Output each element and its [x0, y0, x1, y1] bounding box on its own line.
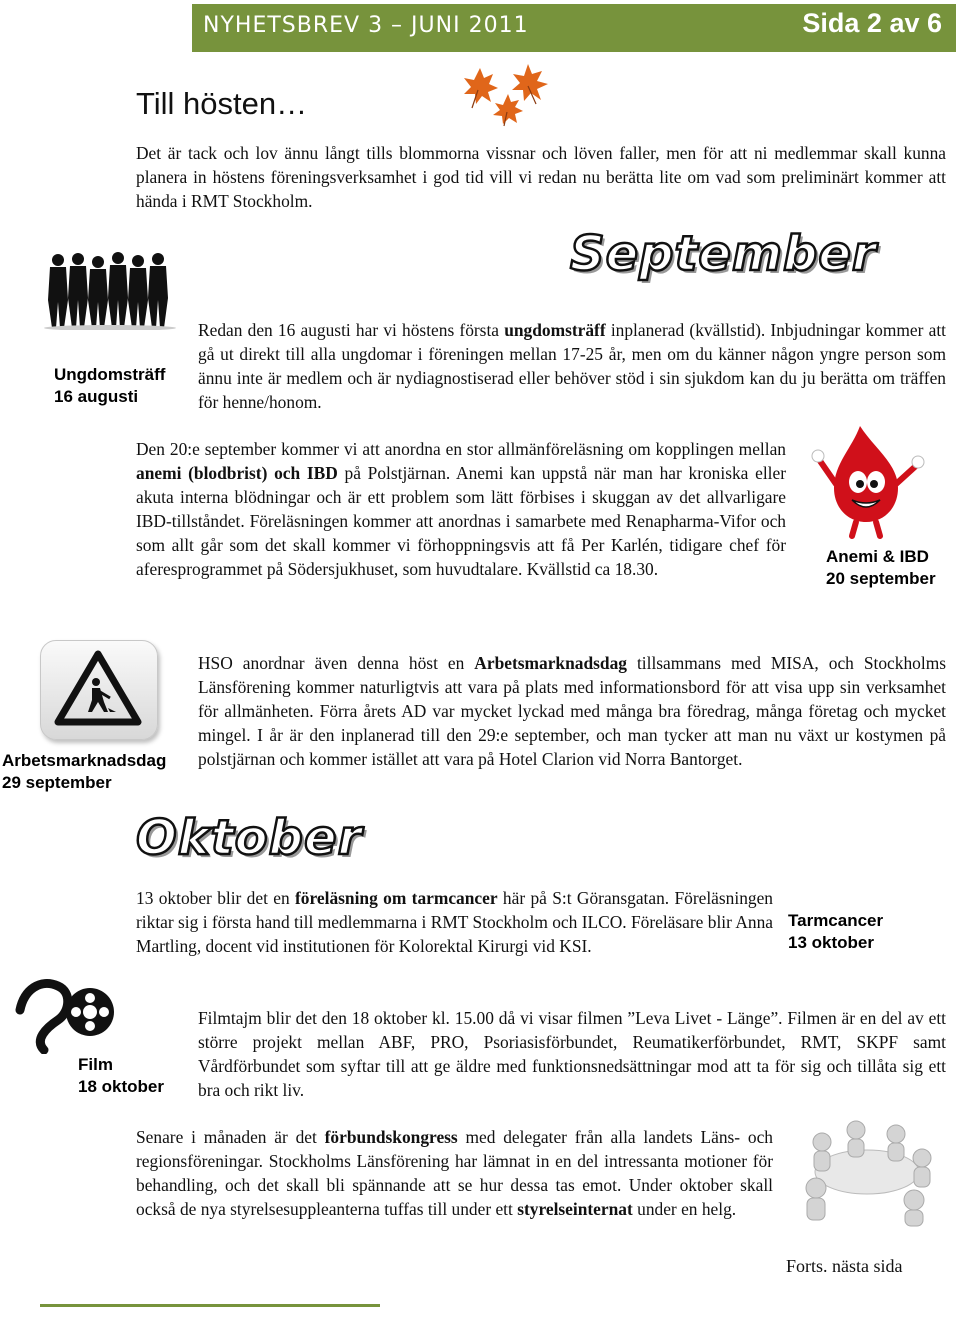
film-reel-icon [14, 970, 118, 1054]
youth-paragraph: Redan den 16 augusti har vi höstens första ungdomsträff inplanerad (kvällstid). Inbjudningar kommer att gå ut direkt till alla ungdomar i föreningen mellan 17-25 år, men om du känner någon yngre person som ännu inte är medlem och är nydiagnostiserad eller behöver stöd i sin sjukdom kan du ju berätta om träffen för henne/honom. [198, 320, 946, 412]
youth-group-icon [40, 250, 180, 330]
page-indicator: Sida 2 av 6 [802, 8, 942, 38]
newsletter-title: NYHETSBREV 3 – JUNI 2011 [203, 13, 529, 38]
footer-divider [40, 1304, 380, 1307]
film-label: Film 18 oktober [78, 1055, 164, 1096]
film-paragraph: Filmtajm blir det den 18 oktober kl. 15.00 då vi visar filmen ”Leva Livet - Länge”. Filmen är en del av ett större projekt mellan ABF, PRO, Psoriasisförbundet, Reumatikerförbundet, RMT, SKPF samt Vårdförbundet som syftar till att ge äldre med funktionsnedsättningar mod att ta för sig och tillåta sig ett bra och rikt liv. [198, 1008, 946, 1100]
september-heading: September [570, 226, 877, 282]
arbetsmarknad-paragraph: HSO anordnar även denna höst en Arbetsmarknadsdag tillsammans med MISA, och Stockholms Länsförening kommer naturligtvis att vara på plats med informationsbord för att visa upp sin verksamhet för allmänheten. Förra årets AD var mycket lyckad med många bra föredrag, många företag och mycket mingel. I år är den inplanerad till den 29:e september, och man tycker att man nu växt ur kostymen på polstjärnan och kommer istället att vara på Hotel Clarion vid Norra Bantorget. [198, 653, 946, 769]
meeting-table-icon [796, 1108, 938, 1228]
kongress-paragraph: Senare i månaden är det förbundskongress med delegater från alla landets Läns- och regionsföreningar. Stockholms Länsförening har lämnat in en del intressanta motioner för behandling, och det skall bli spännande att se hur dessa tas emot. Under oktober skall också de nya styrelsesuppleanterna tuffas till under ett styrelseinternat under en helg. [136, 1127, 773, 1219]
tarmcancer-paragraph: 13 oktober blir det en föreläsning om tarmcancer här på S:t Göransgatan. Föreläsningen riktar sig i första hand till medlemmarna i RMT Stockholm och ILCO. Föreläsare blir Anna Martling, docent vid institutionen för Kolorektal Kirurgi vid KSI. [136, 888, 773, 956]
arbetsmarknad-label: Arbetsmarknadsdag 29 september [2, 751, 167, 792]
tarmcancer-label: Tarmcancer 13 oktober [788, 911, 884, 952]
intro-paragraph: Det är tack och lov ännu långt tills blommorna vissnar och löven faller, men för att ni medlemmar skall kunna planera in höstens föreningsverksamhet i god tid vill vi redan nu berätta lite om vad som preliminärt kommer att hända i RMT Stockholm. [136, 143, 946, 211]
youth-label: Ungdomsträff 16 augusti [54, 365, 166, 406]
continued-note: Forts. nästa sida [786, 1256, 903, 1276]
blood-drop-mascot-icon [808, 418, 928, 540]
anemi-paragraph: Den 20:e september kommer vi att anordna en stor allmänföreläsning om kopplingen mellan anemi (blodbrist) och IBD på Polstjärnan. Anemi kan uppstå när man har kroniska eller akuta interna blödningar och är ett problem som lätt förbises i skuggan av det allvarligare IBD-tillståndet. Föreläsningen kommer att anordnas i samarbete med Renapharma-Vifor och som allt går som det skall kommer vi förhoppningsvis att få Per Karlén, tidigare chef för aferesprogrammet på Södersjukhuset, som huvudtalare. Kvällstid ca 18.30. [136, 439, 786, 579]
autumn-leaves-icon [458, 60, 558, 128]
section-title: Till hösten… [136, 86, 308, 121]
anemi-label: Anemi & IBD 20 september [826, 547, 936, 588]
oktober-heading: Oktober [136, 810, 363, 866]
roadwork-icon [52, 648, 144, 730]
